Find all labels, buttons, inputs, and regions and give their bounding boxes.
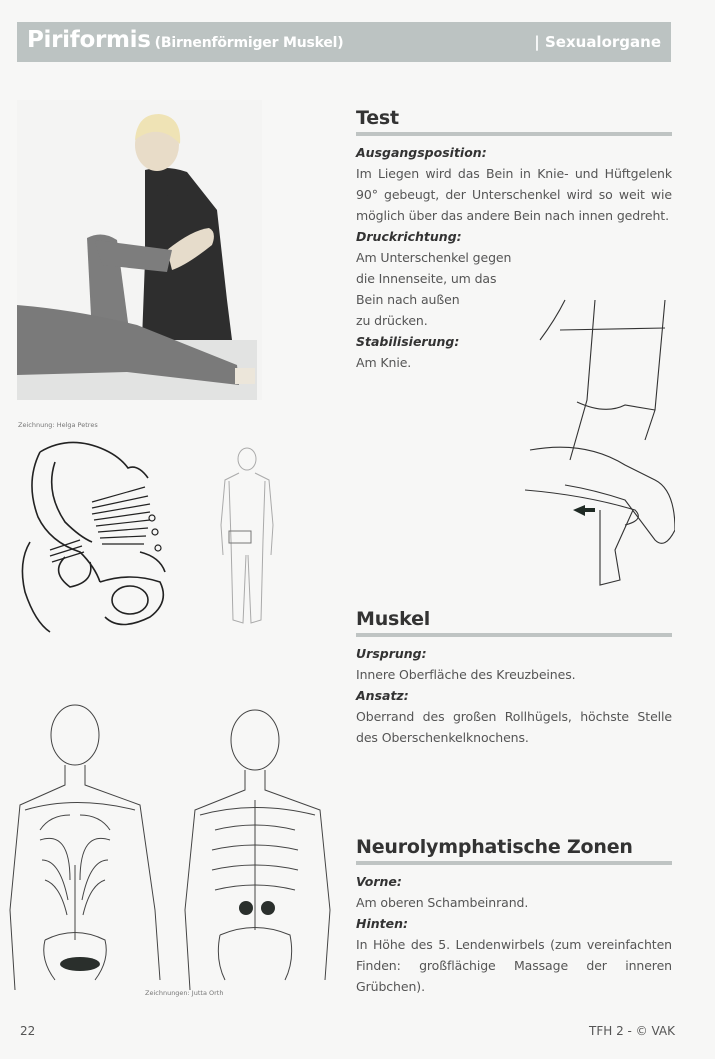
front-zone-marker (60, 957, 100, 971)
zones-rule (356, 861, 672, 865)
zones-section (356, 835, 672, 997)
pressure-line: zu drücken. (356, 313, 428, 328)
starting-position-text: Im Liegen wird das Bein in Knie- und Hüftgelenk 90° gebeugt, der Unterschenkel wird so weit wie möglich über das andere Bein nach innen gedreht. (356, 166, 672, 223)
page-number: 22 (20, 1024, 36, 1038)
zones-title: Neurolymphatische Zonen (356, 836, 633, 858)
stabilization-label: Stabilisierung: (356, 334, 460, 349)
muscle-rule (356, 633, 672, 637)
starting-position-label: Ausgangsposition: (356, 145, 487, 160)
test-title: Test (356, 107, 399, 129)
pressure-line: die Innenseite, um das (356, 271, 497, 286)
muscle-subtitle: (Birnenförmiger Muskel) (154, 35, 344, 51)
skeleton-drawing-caption: Zeichnungen: Jutta Orth (145, 989, 224, 997)
origin-label: Ursprung: (356, 646, 427, 661)
muscle-title: Muskel (356, 608, 431, 630)
test-rule (356, 132, 672, 136)
pressure-direction-text (356, 247, 528, 331)
header-bar (17, 22, 671, 62)
back-label: Hinten: (356, 916, 408, 931)
back-zone-marker-right (261, 901, 275, 915)
body-location-figure (215, 445, 280, 630)
back-text: In Höhe des 5. Lendenwirbels (zum vereinfachten Finden: großflächige Massage der inneren Grübchen). (356, 937, 672, 994)
front-text: Am oberen Schambeinrand. (356, 895, 529, 910)
pelvis-drawing-caption: Zeichnung: Helga Petres (18, 421, 98, 429)
insertion-text: Oberrand des großen Rollhügels, höchste Stelle des Oberschenkelknochens. (356, 709, 672, 745)
category-label: | Sexualorgane (534, 33, 661, 51)
back-zone-marker-left (239, 901, 253, 915)
muscle-name: Piriformis (27, 27, 151, 53)
page-title (27, 27, 343, 53)
stabilization-text: Am Knie. (356, 355, 412, 370)
neurolymphatic-zones-drawing (0, 690, 340, 990)
arrow-left-icon (573, 505, 595, 516)
origin-text: Innere Oberfläche des Kreuzbeines. (356, 667, 576, 682)
insertion-label: Ansatz: (356, 688, 409, 703)
pressure-line: Am Unterschenkel gegen (356, 250, 512, 265)
pressure-line: Bein nach außen (356, 292, 460, 307)
copyright: TFH 2 - © VAK (589, 1024, 675, 1038)
pelvis-muscle-drawing (10, 432, 180, 642)
test-section (356, 106, 672, 373)
test-photo (17, 100, 262, 400)
muscle-section (356, 607, 672, 748)
front-label: Vorne: (356, 874, 402, 889)
pressure-direction-label: Druckrichtung: (356, 229, 462, 244)
